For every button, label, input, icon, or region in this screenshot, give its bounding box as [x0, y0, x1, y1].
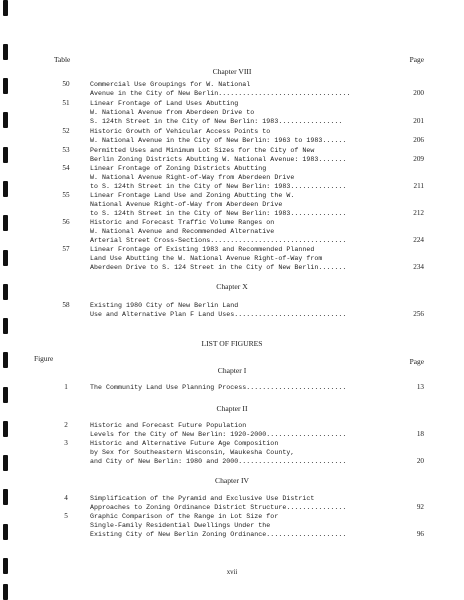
- page-column-label: Page: [409, 357, 424, 366]
- entry-page: 206: [413, 136, 424, 144]
- entry-page: 256: [413, 310, 424, 318]
- entry-number: 51: [62, 99, 70, 107]
- entry-number: 5: [64, 512, 68, 520]
- entry-page: 234: [413, 263, 424, 271]
- entry-number: 52: [62, 127, 70, 135]
- entry-title: Commercial Use Groupings for W. National Avenue in the City of New Berlin.................................: [90, 81, 351, 97]
- entry-page: 18: [416, 430, 424, 438]
- chapter-heading-i: Chapter I: [217, 366, 247, 375]
- entry-title: Linear Frontage of Land Uses Abutting W. National Avenue from Aberdeen Drive to S. 124th Street in the City of New Berlin: 1983................: [90, 100, 343, 125]
- entry-number: 3: [64, 439, 68, 447]
- entry-title: Graphic Comparison of the Range in Lot Size for Single-Family Residential Dwellings Under the Existing City of New Berlin Zoning Ordinance....................: [90, 513, 347, 538]
- entry-title: Historic and Alternative Future Age Composition by Sex for Southeastern Wisconsin, Waukesha County, and City of New Berlin: 1980 and 2000...........................: [90, 440, 347, 465]
- entry-title: Linear Frontage of Existing 1983 and Recommended Planned Land Use Abutting the W. National Avenue Right-of-Way from Aberdeen Drive to S. 124 Street in the City of New Berlin.......: [90, 246, 347, 271]
- entry-number: 1: [64, 383, 68, 391]
- entry-page: 20: [416, 457, 424, 465]
- entry-title: Linear Frontage Land Use and Zoning Abutting the W. National Avenue Right-of-Way from Aberdeen Drive to S. 124th Street in the City of New Berlin: 1983..............: [90, 192, 347, 217]
- entry-title: Historic and Forecast Traffic Volume Ranges on W. National Avenue and Recommended Alternative Arterial Street Cross-Sections..................................: [90, 219, 347, 244]
- page-column-label: Page: [409, 55, 424, 64]
- entry-number: 56: [62, 218, 70, 226]
- entry-page: 209: [413, 155, 424, 163]
- entry-title: Historic Growth of Vehicular Access Points to W. National Avenue in the City of New Berlin: 1963 to 1983......: [90, 128, 347, 144]
- chapter-heading-x: Chapter X: [216, 282, 248, 291]
- entry-number: 53: [62, 146, 70, 154]
- entry-number: 58: [62, 301, 70, 309]
- entry-number: 55: [62, 191, 70, 199]
- entry-page: 92: [416, 503, 424, 511]
- entry-title: The Community Land Use Planning Process.........................: [90, 384, 347, 391]
- list-of-figures-title: LIST OF FIGURES: [201, 339, 263, 348]
- chapter-heading-iv: Chapter IV: [215, 476, 249, 485]
- entry-number: 2: [64, 421, 68, 429]
- entry-page: 96: [416, 530, 424, 538]
- entry-page: 200: [413, 89, 424, 97]
- entry-page: 224: [413, 236, 424, 244]
- entry-page: 13: [416, 383, 424, 391]
- entry-page: 212: [413, 209, 424, 217]
- entry-number: 50: [62, 80, 70, 88]
- entry-title: Simplification of the Pyramid and Exclusive Use District Approaches to Zoning Ordinance District Structure...............: [90, 495, 347, 511]
- entry-number: 57: [62, 245, 70, 253]
- entry-page: 211: [413, 182, 424, 190]
- page-number: xvii: [226, 569, 238, 576]
- entry-page: 201: [413, 117, 424, 125]
- chapter-heading-ii: Chapter II: [216, 404, 248, 413]
- chapter-heading-viii: Chapter VIII: [212, 67, 252, 76]
- entry-title: Permitted Uses and Minimum Lot Sizes for the City of New Berlin Zoning Districts Abutting W. National Avenue: 1983.......: [90, 147, 347, 163]
- entry-title: Linear Frontage of Zoning Districts Abutting W. National Avenue Right-of-Way from Aberdeen Drive to S. 124th Street in the City of New Berlin: 1983..............: [90, 165, 347, 190]
- entry-number: 54: [62, 164, 70, 172]
- entry-title: Historic and Forecast Future Population Levels for the City of New Berlin: 1920-2000....................: [90, 422, 347, 438]
- table-column-label: Table: [54, 55, 71, 64]
- entry-title: Existing 1980 City of New Berlin Land Use and Alternative Plan F Land Uses............................: [90, 302, 347, 318]
- entry-number: 4: [64, 494, 68, 502]
- figure-column-label: Figure: [34, 354, 54, 363]
